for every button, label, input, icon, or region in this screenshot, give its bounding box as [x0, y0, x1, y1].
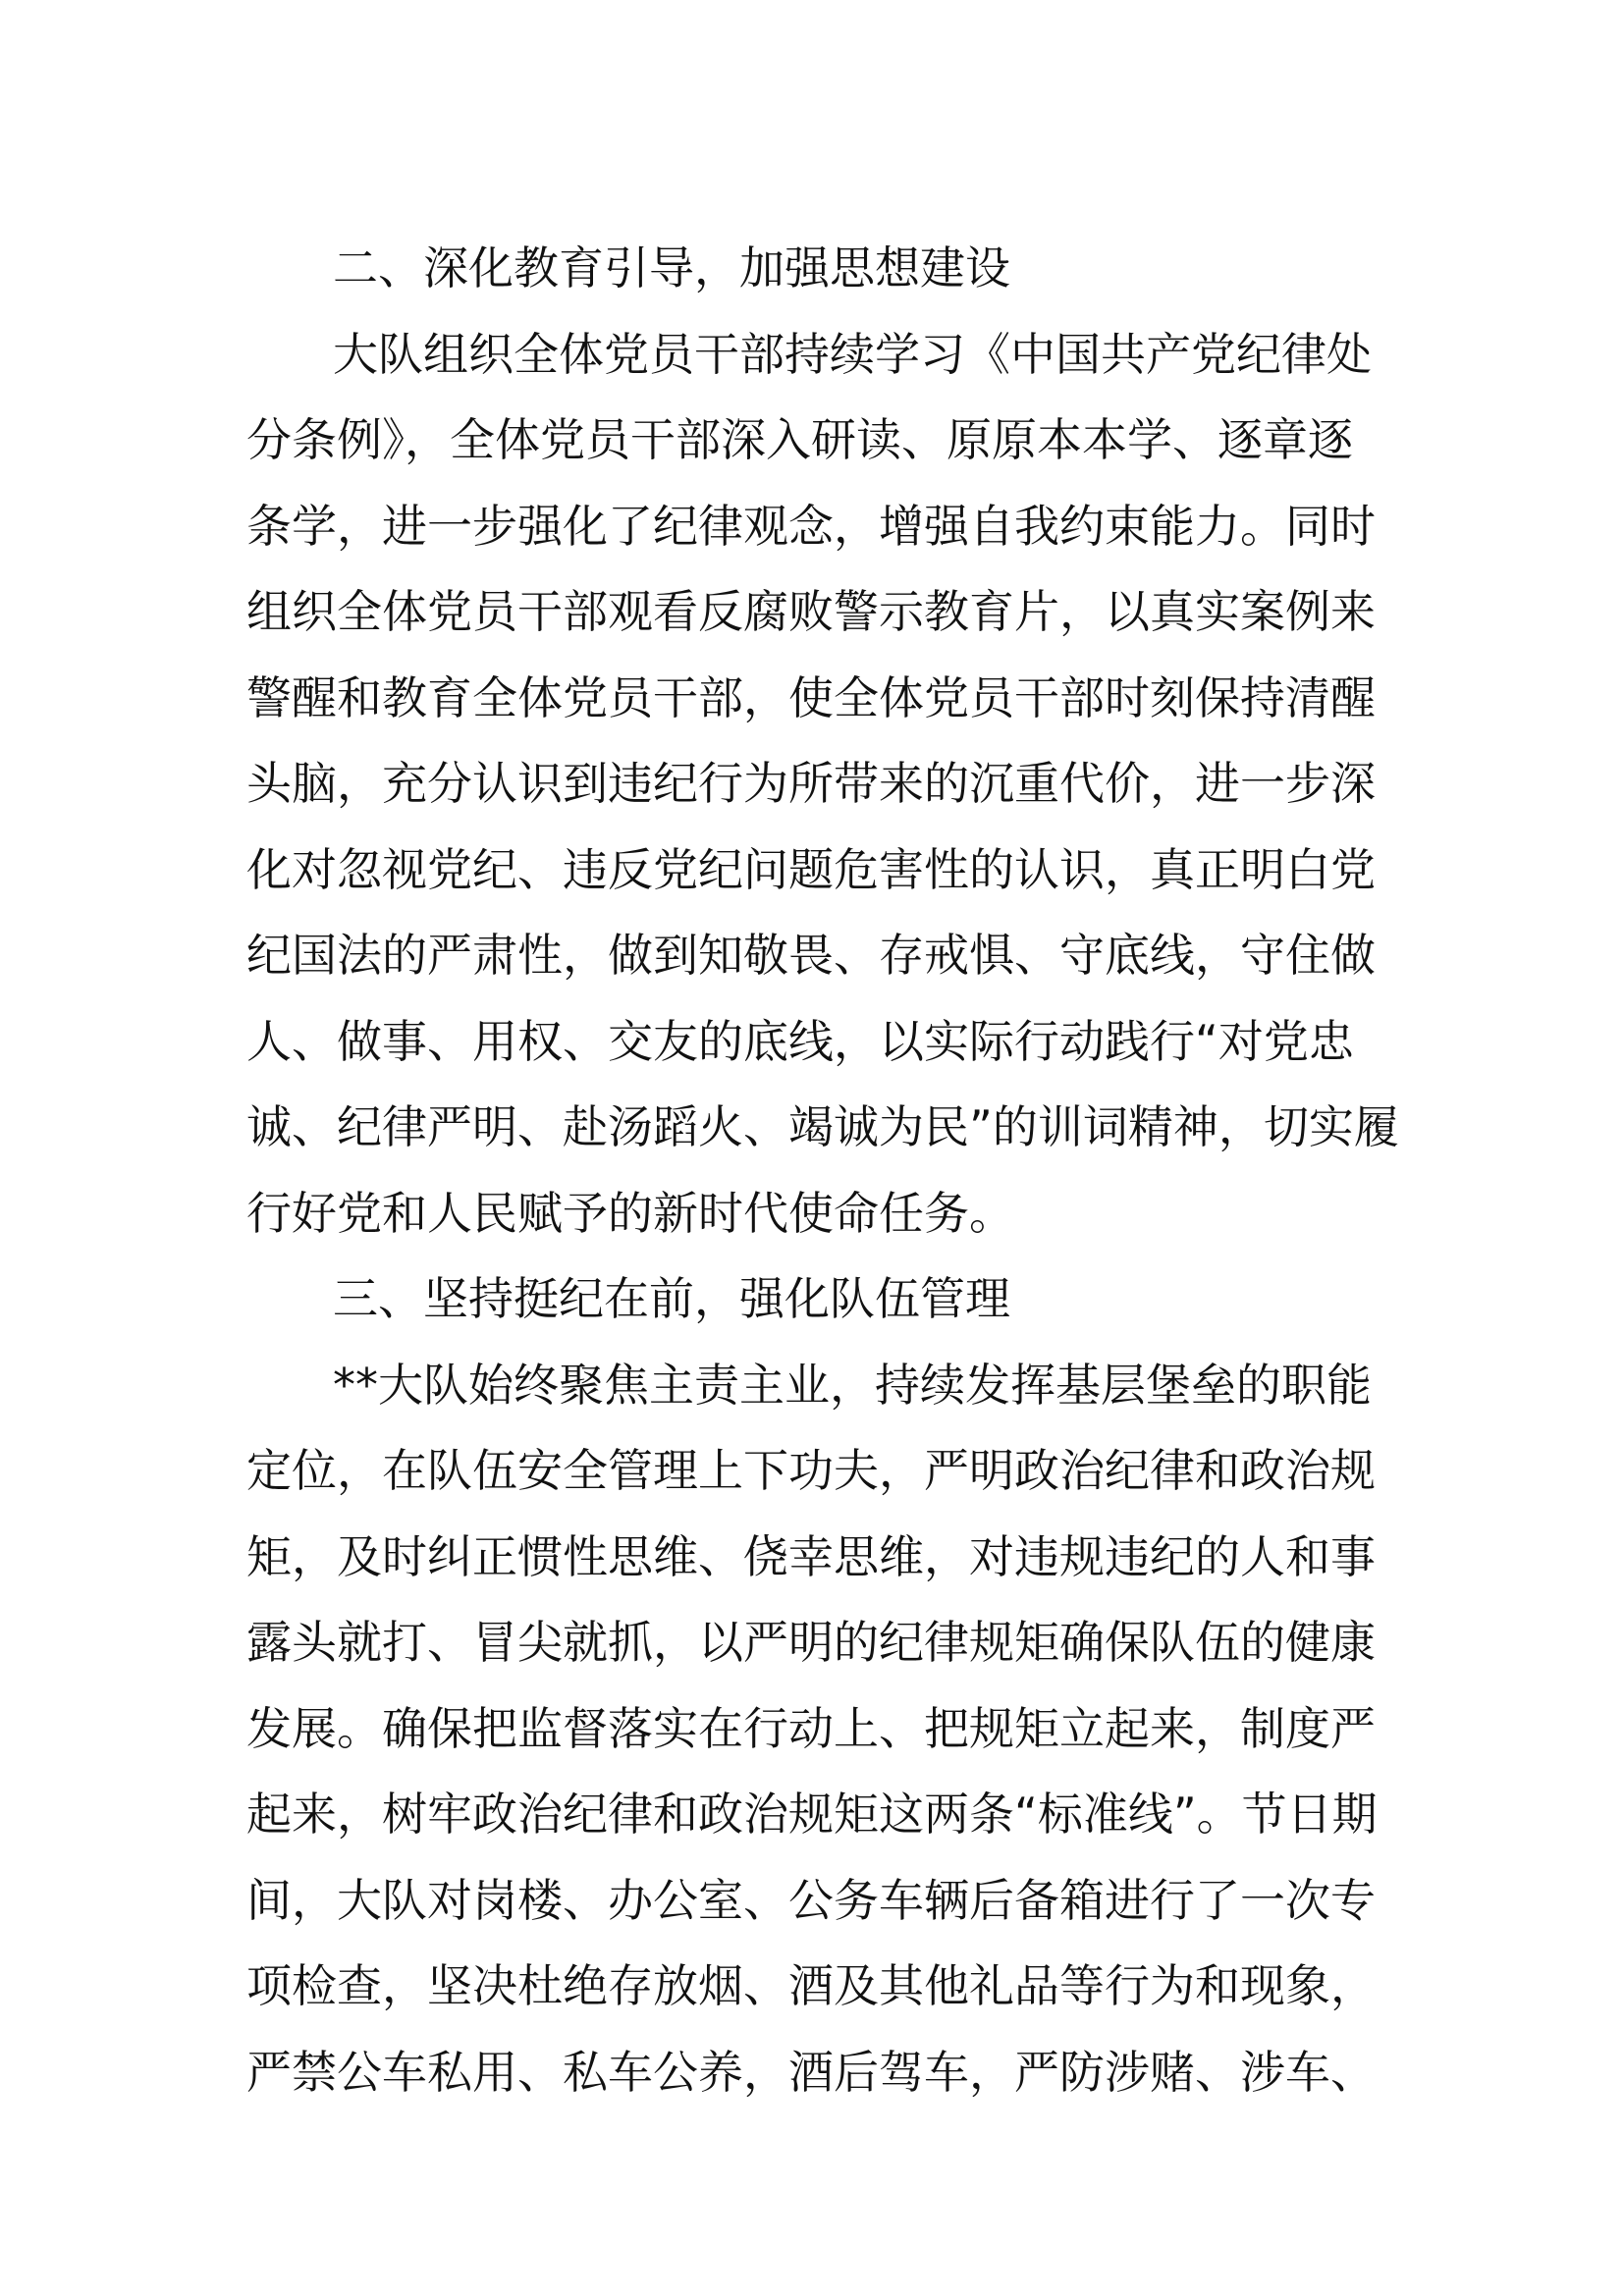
paragraph-line: **大队始终聚焦主责主业，持续发挥基层堡垒的职能 [333, 1358, 1372, 1412]
paragraph-line: 条学，进一步强化了纪律观念，增强自我约束能力。同时 [246, 499, 1376, 553]
paragraph-line: 间，大队对岗楼、办公室、公务车辆后备箱进行了一次专 [246, 1873, 1376, 1927]
section-heading: 三、坚持挺纪在前，强化队伍管理 [333, 1272, 1010, 1325]
paragraph-line: 大队组织全体党员干部持续学习《中国共产党纪律处 [333, 327, 1372, 381]
paragraph-line: 警醒和教育全体党员干部，使全体党员干部时刻保持清醒 [246, 670, 1376, 724]
paragraph-line: 人、做事、用权、交友的底线，以实际行动践行“对党忠 [246, 1014, 1354, 1068]
paragraph-line: 纪国法的严肃性，做到知敬畏、存戒惧、守底线，守住做 [246, 929, 1376, 982]
paragraph-line: 严禁公车私用、私车公养，酒后驾车，严防涉赌、涉车、 [246, 2045, 1376, 2099]
paragraph-line: 化对忽视党纪、违反党纪问题危害性的认识，真正明白党 [246, 842, 1376, 896]
document-body [246, 226, 1399, 2115]
paragraph-line: 露头就打、冒尖就抓，以严明的纪律规矩确保队伍的健康 [246, 1616, 1376, 1669]
paragraph-line: 项检查，坚决杜绝存放烟、酒及其他礼品等行为和现象， [246, 1959, 1376, 2012]
section-heading: 二、深化教育引导，加强思想建设 [333, 241, 1010, 294]
paragraph-line: 组织全体党员干部观看反腐败警示教育片，以真实案例来 [246, 585, 1376, 638]
paragraph-line: 头脑，充分认识到违纪行为所带来的沉重代价，进一步深 [246, 757, 1376, 810]
paragraph-line: 行好党和人民赋予的新时代使命任务。 [246, 1186, 1014, 1240]
paragraph-line: 定位，在队伍安全管理上下功夫，严明政治纪律和政治规 [246, 1444, 1376, 1497]
paragraph-line: 诚、纪律严明、赴汤蹈火、竭诚为民”的训词精神，切实履 [246, 1100, 1399, 1153]
paragraph-line: 起来，树牢政治纪律和政治规矩这两条“标准线”。节日期 [246, 1788, 1378, 1841]
paragraph-line: 矩，及时纠正惯性思维、侥幸思维，对违规违纪的人和事 [246, 1529, 1376, 1583]
paragraph-line: 发展。确保把监督落实在行动上、把规矩立起来，制度严 [246, 1701, 1376, 1755]
paragraph-line: 分条例》，全体党员干部深入研读、原原本本学、逐章逐 [246, 413, 1353, 466]
